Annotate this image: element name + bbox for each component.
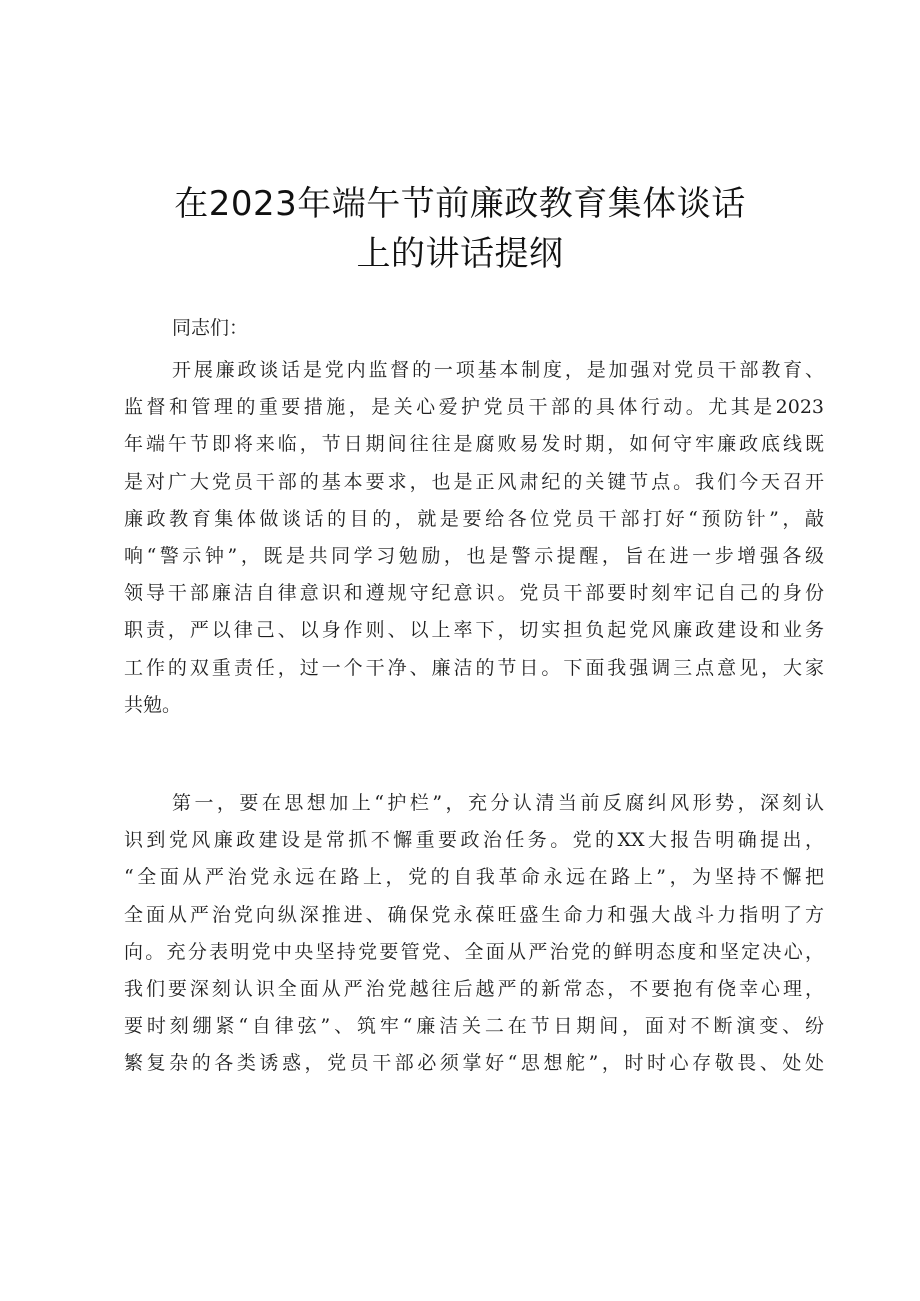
paragraph-1-line: 年端午节即将来临，节日期间往往是腐败易发时期，如何守牢廉政底线既 bbox=[124, 433, 824, 456]
paragraph-2-line: 向。充分表明党中央坚持党要管党、全面从严治党的鲜明态度和坚定决心， bbox=[124, 940, 824, 963]
paragraph-1-line: 工作的双重责任，过一个干净、廉洁的节日。下面我强调三点意见，大家 bbox=[124, 656, 824, 679]
paragraph-2 bbox=[124, 785, 824, 1083]
paragraph-2-line: 全面从严治党向纵深推进、确保党永葆旺盛生命力和强大战斗力指明了方 bbox=[124, 903, 824, 926]
paragraph-2-line: 识到党风廉政建设是常抓不懈重要政治任务。党的XX大报告明确提出， bbox=[124, 829, 824, 852]
paragraph-2-line: “全面从严治党永远在路上，党的自我革命永远在路上”，为坚持不懈把 bbox=[124, 866, 824, 889]
document-title-line-1: 在2023年端午节前廉政教育集体谈话 bbox=[174, 184, 746, 224]
paragraph-1-line: 响“警示钟”，既是共同学习勉励，也是警示提醒，旨在进一步增强各级 bbox=[124, 544, 824, 567]
greeting: 同志们： bbox=[172, 317, 249, 339]
paragraph-1-line: 开展廉政谈话是党内监督的一项基本制度，是加强对党员干部教育、 bbox=[172, 359, 824, 381]
paragraph-2-line: 繁复杂的各类诱惑，党员干部必须掌好“思想舵”，时时心存敬畏、处处 bbox=[124, 1052, 824, 1075]
paragraph-1-line: 是对广大党员干部的基本要求，也是正风肃纪的关键节点。我们今天召开 bbox=[124, 470, 824, 493]
paragraph-1-line: 廉政教育集体做谈话的目的，就是要给各位党员干部打好“预防针”，敲 bbox=[124, 507, 824, 530]
paragraph-2-line: 要时刻绷紧“自律弦”、筑牢“廉洁关二在节日期间，面对不断演变、纷 bbox=[124, 1015, 824, 1038]
paragraph-2-line: 我们要深刻认识全面从严治党越往后越严的新常态，不要抱有侥幸心理， bbox=[124, 977, 824, 1000]
paragraph-1-line: 监督和管理的重要措施，是关心爱护党员干部的具体行动。尤其是2023 bbox=[124, 396, 824, 419]
paragraph-1 bbox=[124, 352, 824, 724]
paragraph-1-line: 职责，严以律己、以身作则、以上率下，切实担负起党风廉政建设和业务 bbox=[124, 619, 824, 642]
paragraph-2-line: 第一，要在思想加上“护栏”，充分认清当前反腐纠风形势，深刻认 bbox=[172, 792, 824, 814]
paragraph-1-line: 领导干部廉洁自律意识和遵规守纪意识。党员干部要时刻牢记自己的身份 bbox=[124, 582, 824, 605]
document-title-line-2: 上的讲话提纲 bbox=[356, 234, 564, 274]
paragraph-1-line: 共勉。 bbox=[124, 693, 182, 716]
